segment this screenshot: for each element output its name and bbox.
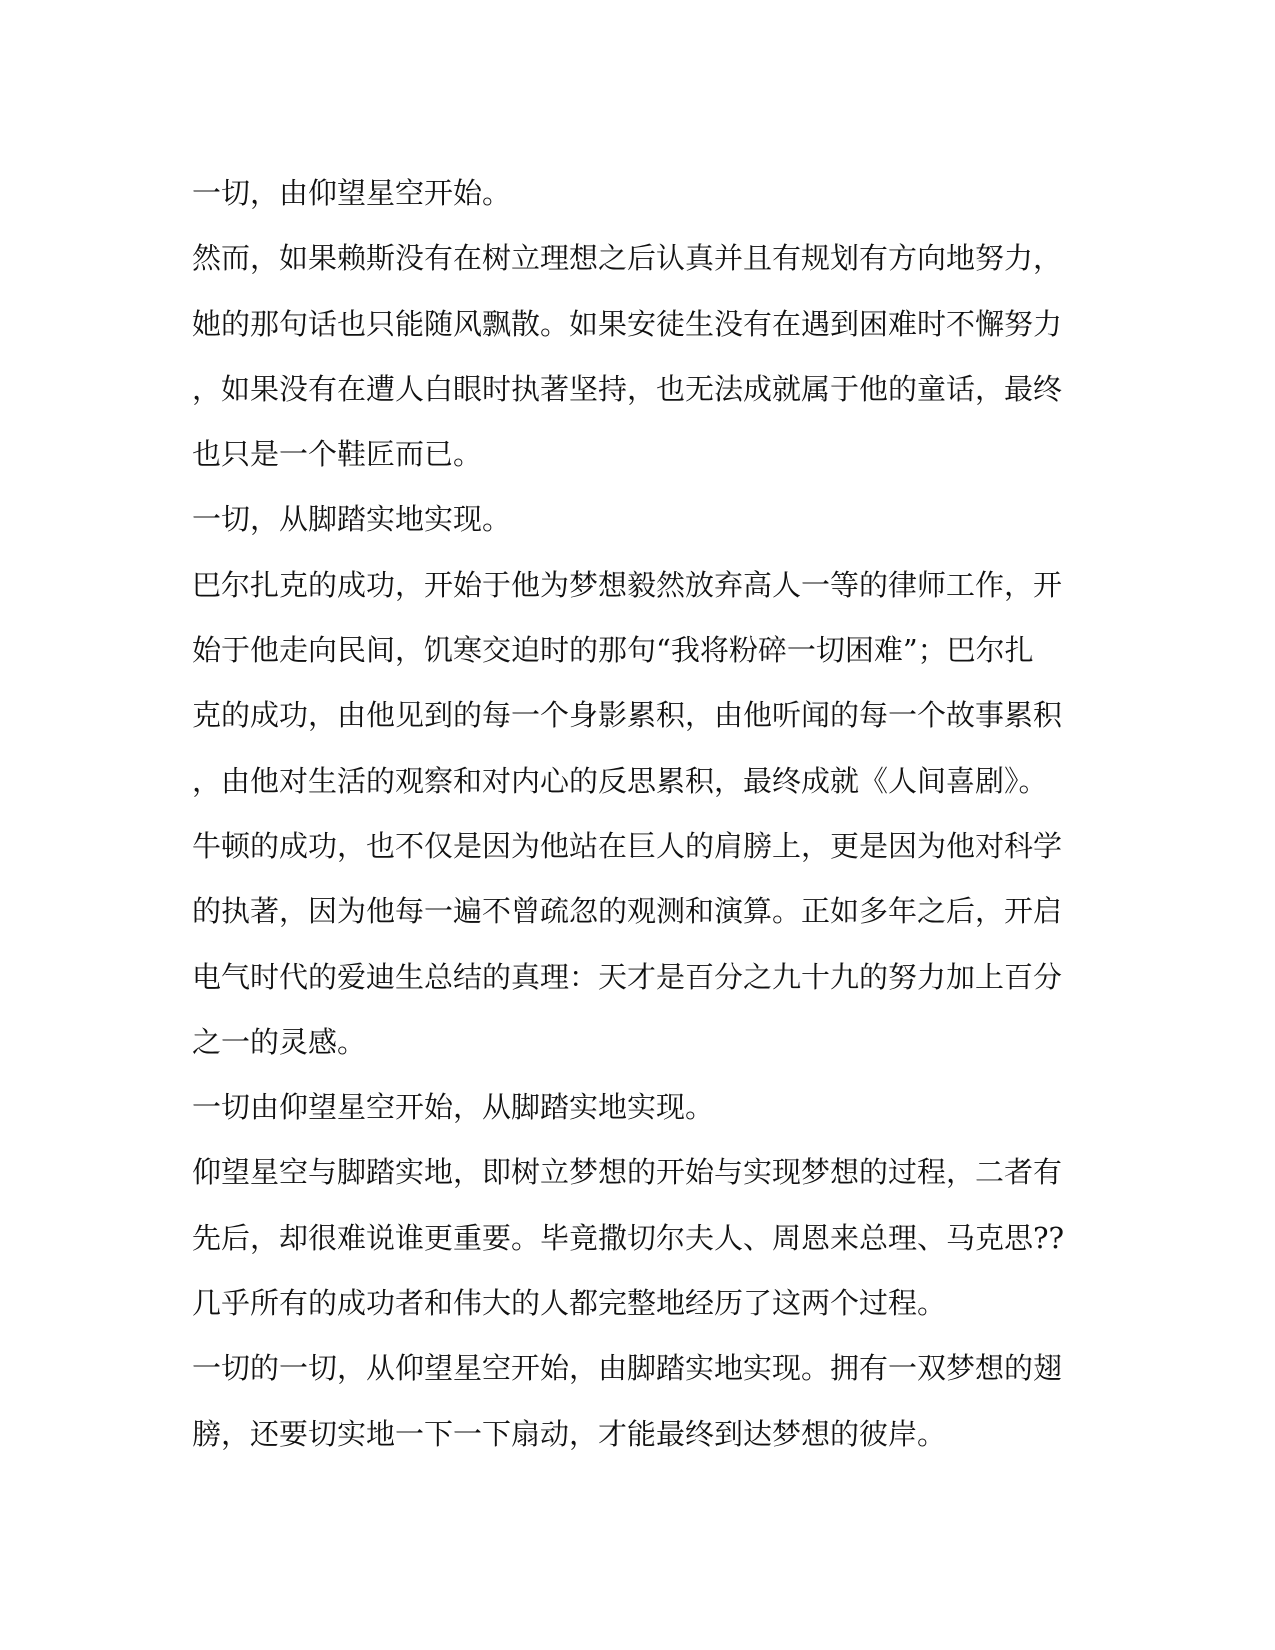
text-line: 巴尔扎克的成功，开始于他为梦想毅然放弃高人一等的律师工作，开: [192, 567, 1063, 602]
text-line: 的执著，因为他每一遍不曾疏忽的观测和演算。正如多年之后，开启: [192, 894, 1063, 929]
text-line: ，由他对生活的观察和对内心的反思累积，最终成就《人间喜剧》。: [192, 763, 1048, 798]
text-line: 一切的一切，从仰望星空开始，由脚踏实地实现。拥有一双梦想的翅: [192, 1351, 1063, 1386]
text-line: 先后，却很难说谁更重要。毕竟撒切尔夫人、周恩来总理、马克思??: [192, 1220, 1065, 1255]
text-line: ，如果没有在遭人白眼时执著坚持，也无法成就属于他的童话，最终: [192, 371, 1063, 406]
text-line: 也只是一个鞋匠而已。: [192, 437, 483, 472]
essay-body: [192, 161, 1072, 1467]
text-line: 始于他走向民间，饥寒交迫时的那句“我将粉碎一切困难”；巴尔扎: [192, 633, 1034, 668]
text-line: 仰望星空与脚踏实地，即树立梦想的开始与实现梦想的过程，二者有: [192, 1155, 1063, 1190]
text-line: 电气时代的爱迪生总结的真理：天才是百分之九十九的努力加上百分: [192, 959, 1063, 994]
text-line: 她的那句话也只能随风飘散。如果安徒生没有在遇到困难时不懈努力: [192, 306, 1063, 341]
text-line: 一切由仰望星空开始，从脚踏实地实现。: [192, 1090, 715, 1125]
text-line: 然而，如果赖斯没有在树立理想之后认真并且有规划有方向地努力，: [192, 241, 1063, 276]
text-line: 之一的灵感。: [192, 1024, 367, 1059]
text-line: 一切，由仰望星空开始。: [192, 176, 512, 210]
text-line: 克的成功，由他见到的每一个身影累积，由他听闻的每一个故事累积: [192, 698, 1063, 733]
text-line: 膀，还要切实地一下一下扇动，才能最终到达梦想的彼岸。: [192, 1416, 947, 1451]
text-line: 一切，从脚踏实地实现。: [192, 502, 512, 537]
text-line: 牛顿的成功，也不仅是因为他站在巨人的肩膀上，更是因为他对科学: [192, 828, 1063, 863]
text-line: 几乎所有的成功者和伟大的人都完整地经历了这两个过程。: [192, 1286, 947, 1321]
